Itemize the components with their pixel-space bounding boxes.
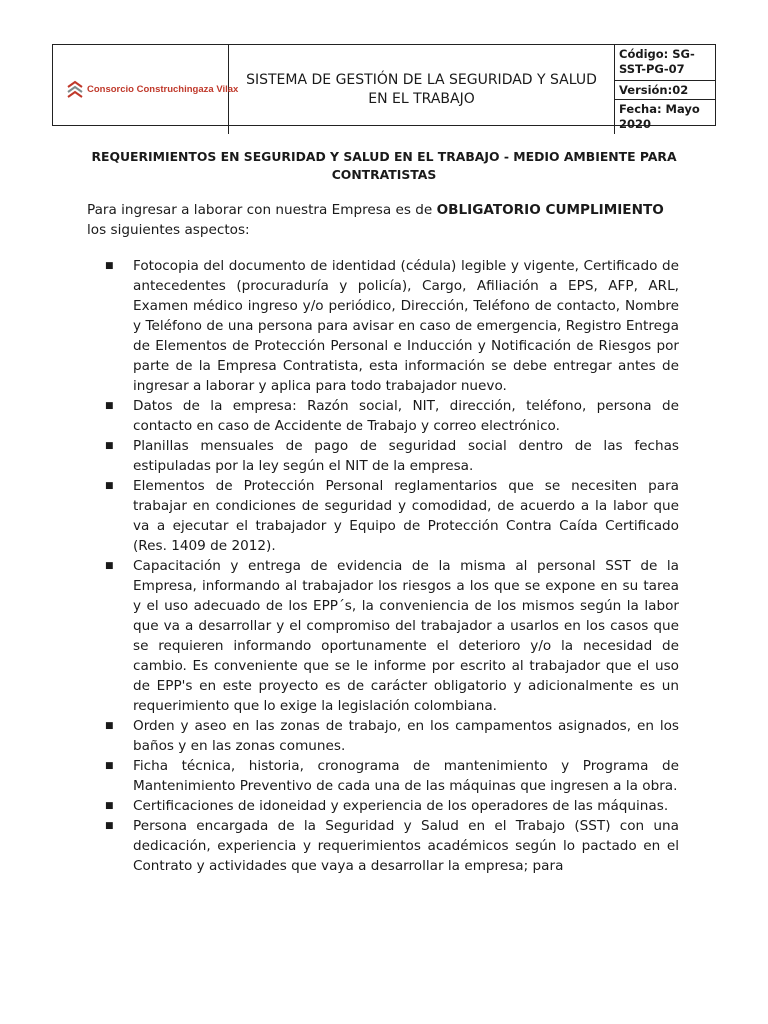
chevron-logo-icon [67, 80, 83, 100]
document-title: REQUERIMIENTOS EN SEGURIDAD Y SALUD EN EL TRABAJO - MEDIO AMBIENTE PARA CONTRATISTAS [91, 149, 677, 182]
list-item [105, 256, 679, 396]
requirements-list [105, 256, 679, 876]
intro-paragraph [87, 200, 683, 240]
bullet-icon: ■ [105, 441, 114, 451]
list-item-text: Planillas mensuales de pago de seguridad social dentro de las fechas estipuladas por la ley según el NIT de la empresa. [133, 438, 679, 474]
list-item [105, 716, 679, 756]
intro-text-start: Para ingresar a laborar con nuestra Empresa es de [87, 202, 437, 218]
bullet-icon: ■ [105, 721, 114, 731]
list-item [105, 476, 679, 556]
list-item-text: Ficha técnica, historia, cronograma de mantenimiento y Programa de Mantenimiento Preventivo de cada una de las máquinas que ingresen a la obra. [133, 758, 679, 794]
intro-text-end: los siguientes aspectos: [87, 222, 250, 238]
document-header [52, 44, 716, 131]
list-item-text: Persona encargada de la Seguridad y Salud en el Trabajo (SST) con una dedicación, experiencia y requerimientos académicos según lo pactado en el Contrato y actividades que vaya a desarrollar la empresa; para [133, 818, 679, 874]
bullet-icon: ■ [105, 261, 114, 271]
list-item [105, 796, 679, 816]
intro-emphasis: OBLIGATORIO CUMPLIMIENTO [436, 202, 664, 218]
bullet-icon: ■ [105, 801, 114, 811]
list-item [105, 816, 679, 876]
list-item-text: Capacitación y entrega de evidencia de la misma al personal SST de la Empresa, informando al trabajador los riesgos a los que se expone en su tarea y el uso adecuado de los EPP´s, la conveniencia de los mismos según la labor que va a desarrollar y el compromiso del trabajador a usarlos en los casos que se requieren informando oportunamente el deterioro y/o la necesidad de cambio. Es conveniente que se le informe por escrito al trabajador que el uso de EPP's en este proyecto es de carácter obligatorio y adicionalmente es un requerimiento que lo exige la legislación colombiana. [133, 558, 679, 714]
document-code: Código: SG-SST-PG-07 [615, 45, 715, 81]
logo-text: Consorcio Construchingaza Vilax [87, 84, 239, 95]
bullet-icon: ■ [105, 821, 114, 831]
list-item-text: Datos de la empresa: Razón social, NIT, dirección, teléfono, persona de contacto en caso de Accidente de Trabajo y correo electrónico. [133, 398, 679, 434]
document-meta [615, 45, 715, 134]
bullet-icon: ■ [105, 401, 114, 411]
logo-cell [53, 45, 239, 134]
system-title: SISTEMA DE GESTIÓN DE LA SEGURIDAD Y SALUD EN EL TRABAJO [229, 45, 615, 134]
document-version: Versión:02 [615, 81, 715, 100]
company-logo [67, 80, 238, 100]
list-item [105, 396, 679, 436]
list-item [105, 756, 679, 796]
bullet-icon: ■ [105, 761, 114, 771]
list-item [105, 556, 679, 716]
document-date: Fecha: Mayo 2020 [619, 102, 700, 131]
list-item-text: Orden y aseo en las zonas de trabajo, en los campamentos asignados, en los baños y en las zonas comunes. [133, 718, 679, 754]
list-item-text: Fotocopia del documento de identidad (cédula) legible y vigente, Certificado de antecedentes (procuraduría y policía), Cargo, Afiliación a EPS, AFP, ARL, Examen médico ingreso y/o periódico, Dirección, Teléfono de contacto, Nombre y Teléfono de una persona para avisar en caso de emergencia, Registro Entrega de Elementos de Protección Personal e Inducción y Notificación de Riesgos por parte de la Empresa Contratista, esta información se debe entregar antes de ingresar a laborar y aplica para todo trabajador nuevo. [133, 258, 679, 394]
list-item [105, 436, 679, 476]
list-item-text: Elementos de Protección Personal reglamentarios que se necesiten para trabajar en condiciones de seguridad y comodidad, de acuerdo a la labor que va a ejecutar el trabajador y Equipo de Protección Contra Caída Certificado (Res. 1409 de 2012). [133, 478, 679, 554]
bullet-icon: ■ [105, 561, 114, 571]
list-item-text: Certificaciones de idoneidad y experiencia de los operadores de las máquinas. [133, 798, 669, 814]
bullet-icon: ■ [105, 481, 114, 491]
